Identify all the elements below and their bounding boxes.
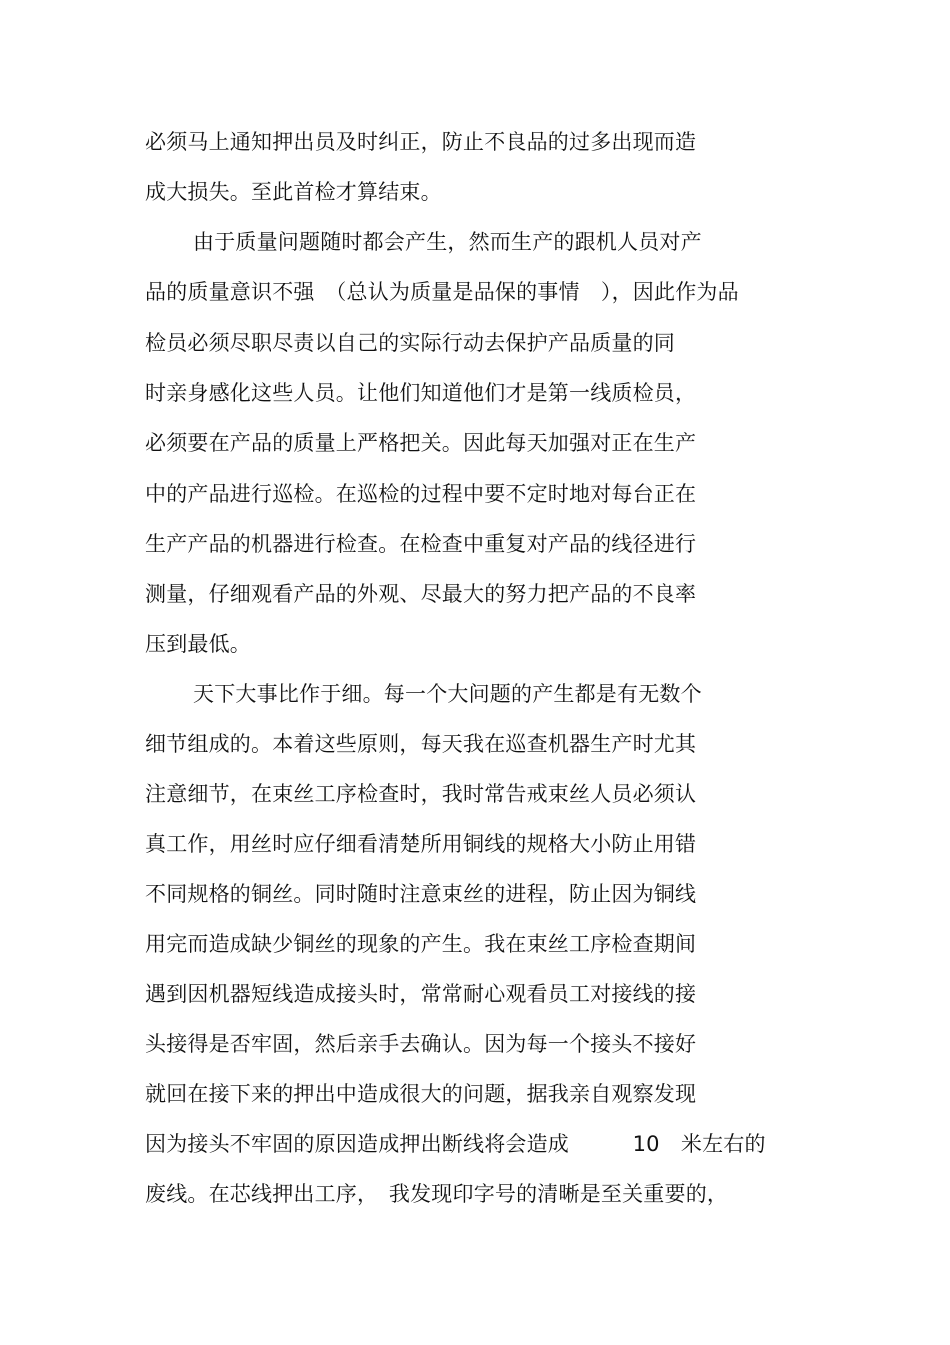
text-line: 生产产品的机器进行检查。在检查中重复对产品的线径进行: [145, 532, 697, 556]
text-line: 检员必须尽职尽责以自己的实际行动去保护产品质量的同: [145, 331, 675, 355]
text-line: 遇到因机器短线造成接头时，常常耐心观看员工对接线的接: [145, 982, 697, 1006]
text-line: 测量，仔细观看产品的外观、尽最大的努力把产品的不良率: [145, 582, 697, 606]
text-line: 因为接头不牢固的原因造成押出断线将会造成 10 米左右的: [145, 1132, 766, 1156]
text-line: 细节组成的。本着这些原则，每天我在巡查机器生产时尤其: [145, 732, 697, 756]
text-line: 中的产品进行巡检。在巡检的过程中要不定时地对每台正在: [145, 482, 697, 506]
text-line: 时亲身感化这些人员。让他们知道他们才是第一线质检员，: [145, 381, 697, 405]
text-line: 品的质量意识不强 （总认为质量是品保的事情 ），因此作为品: [145, 280, 739, 304]
text-line: 头接得是否牢固，然后亲手去确认。因为每一个接头不接好: [145, 1032, 697, 1056]
paragraph-start-line: 由于质量问题随时都会产生，然而生产的跟机人员对产: [193, 230, 702, 254]
text-line: 用完而造成缺少铜丝的现象的产生。我在束丝工序检查期间: [145, 932, 697, 956]
text-line: 成大损失。至此首检才算结束。: [145, 180, 442, 204]
paragraph-start-line: 天下大事比作于细。每一个大问题的产生都是有无数个: [193, 682, 702, 706]
text-line: 就回在接下来的押出中造成很大的问题，据我亲自观察发现: [145, 1082, 697, 1106]
text-line: 真工作，用丝时应仔细看清楚所用铜线的规格大小防止用错: [145, 832, 697, 856]
text-line: 压到最低。: [145, 632, 251, 656]
text-line: 必须马上通知押出员及时纠正，防止不良品的过多出现而造: [145, 130, 697, 154]
text-line: 注意细节，在束丝工序检查时，我时常告戒束丝人员必须认: [145, 782, 697, 806]
text-line: 必须要在产品的质量上严格把关。因此每天加强对正在生产: [145, 431, 697, 455]
text-line: 不同规格的铜丝。同时随时注意束丝的进程，防止因为铜线: [145, 882, 697, 906]
text-line: 废线。在芯线押出工序， 我发现印字号的清晰是至关重要的，: [145, 1182, 729, 1206]
